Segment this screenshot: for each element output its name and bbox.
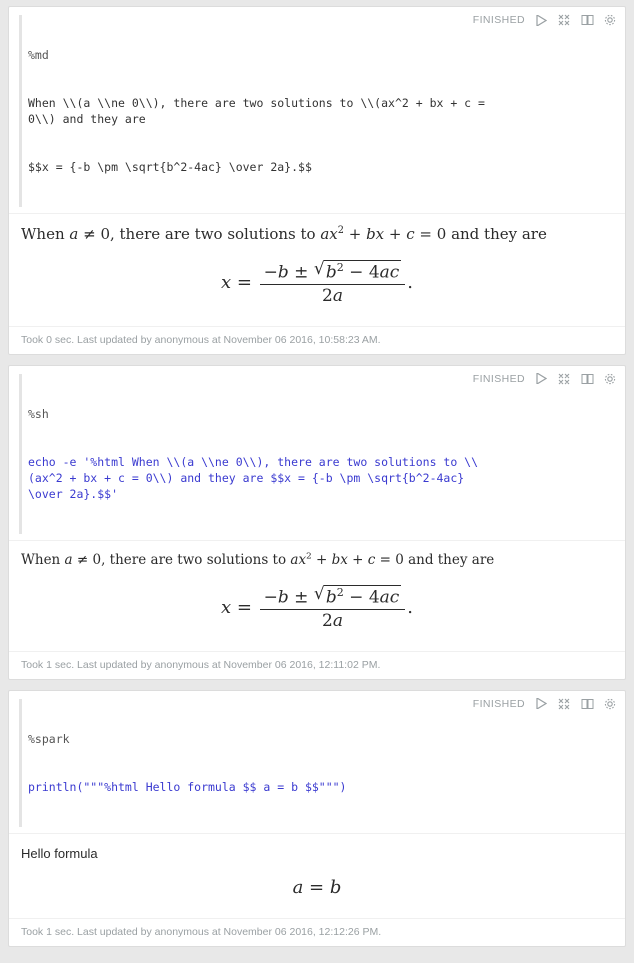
gear-icon[interactable] xyxy=(603,13,617,27)
paragraph-editor[interactable] xyxy=(9,691,625,833)
paragraph-controls xyxy=(473,372,617,386)
paragraph xyxy=(8,365,626,680)
result-text: Hello formula xyxy=(21,845,98,861)
result-text: When a ≠ 0, there are two solutions to $ax^2$ + bx + c = 0 and they are xyxy=(21,551,495,568)
book-icon[interactable] xyxy=(580,372,594,386)
result-text: When a ≠ 0, there are two solutions to $ax^2$ + bx + c = 0 and they are xyxy=(21,225,547,243)
code-line: %sh xyxy=(28,406,49,421)
play-icon[interactable] xyxy=(534,372,548,386)
code-editor[interactable] xyxy=(19,15,495,207)
paragraph-editor[interactable] xyxy=(9,7,625,213)
paragraph-result xyxy=(9,833,625,918)
paragraph-editor[interactable] xyxy=(9,366,625,540)
paragraph xyxy=(8,6,626,355)
status-badge: FINISHED xyxy=(472,697,525,710)
gear-icon[interactable] xyxy=(603,697,617,711)
collapse-icon[interactable] xyxy=(557,697,571,711)
code-line: When \\(a \\ne 0\\), there are two solutions to \\(ax^2 + bx + c = 0\\) and they are xyxy=(28,96,492,126)
paragraph-footer: Took 1 sec. Last updated by anonymous at November 06 2016, 12:11:02 PM. xyxy=(9,651,625,679)
code-editor[interactable] xyxy=(19,699,495,827)
status-badge: FINISHED xyxy=(472,372,525,385)
book-icon[interactable] xyxy=(580,13,594,27)
code-editor[interactable] xyxy=(19,374,495,534)
book-icon[interactable] xyxy=(580,697,594,711)
paragraph-result xyxy=(9,213,625,326)
paragraph-controls xyxy=(473,697,617,711)
code-line: %md xyxy=(28,48,49,62)
paragraph-controls xyxy=(473,13,617,27)
status-badge: FINISHED xyxy=(472,14,525,26)
play-icon[interactable] xyxy=(534,13,548,27)
code-line: $$x = {-b \pm \sqrt{b^2-4ac} \over 2a}.$$ xyxy=(28,160,312,174)
play-icon[interactable] xyxy=(534,697,548,711)
paragraph-footer: Took 0 sec. Last updated by anonymous at November 06 2016, 10:58:23 AM. xyxy=(9,326,625,354)
display-math: x = $\frac{-b \pm √ b^2 - 4ac}{2a}$ . xyxy=(21,246,613,316)
display-math: a = b xyxy=(292,876,342,898)
collapse-icon[interactable] xyxy=(557,372,571,386)
paragraph-footer: Took 1 sec. Last updated by anonymous at November 06 2016, 12:12:26 PM. xyxy=(9,918,625,946)
collapse-icon[interactable] xyxy=(557,13,571,27)
gear-icon[interactable] xyxy=(603,372,617,386)
paragraph xyxy=(8,690,626,947)
code-line: %spark xyxy=(28,731,70,746)
code-line: println("""%html Hello formula $$ a = b $$""") xyxy=(28,779,347,794)
code-line: echo -e '%html When \\(a \\ne 0\\), there are two solutions to \\(ax^2 + bx + c = 0\\) and they are $$x = {-b \pm \sqrt{b^2-4ac} \over 2a}.$$' xyxy=(28,454,479,501)
paragraph-result xyxy=(9,540,625,651)
display-math: x = $\frac{-b \pm √ b^2 - 4ac}{2a}$ . xyxy=(21,571,613,641)
